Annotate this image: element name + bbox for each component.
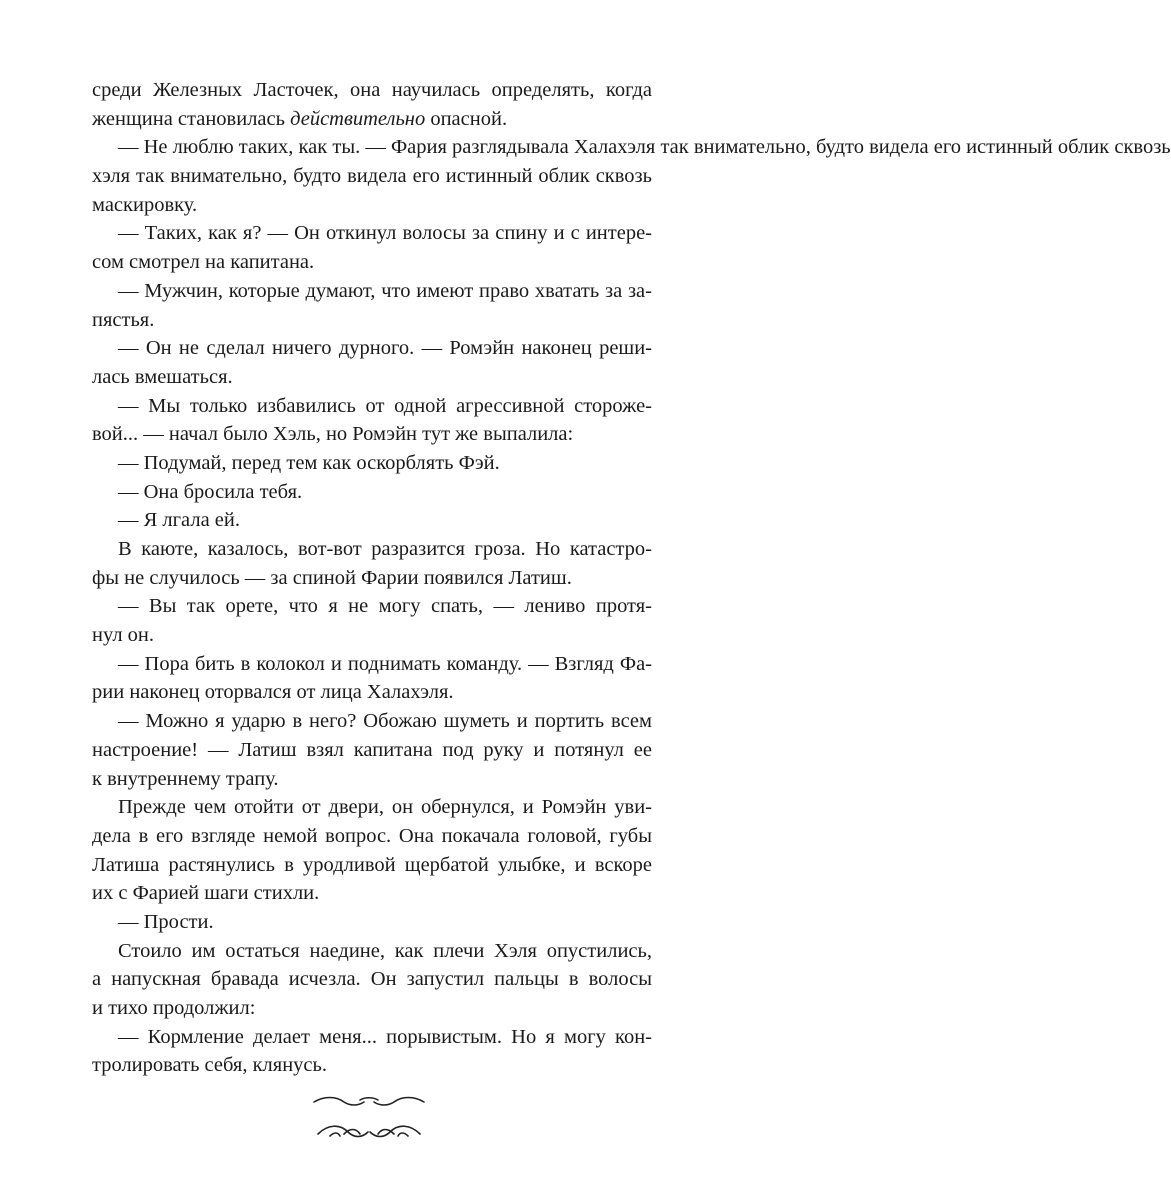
text-line: Прежде чем отойти от двери, он обернулся, и Ромэйн уви- bbox=[118, 796, 652, 819]
text-line: — Мужчин, которые думают, что имеют право хватать за за- bbox=[118, 279, 652, 302]
text-line: их с Фарией шаги стихли. bbox=[92, 882, 320, 905]
text-line: Стоило им остаться наедине, как плечи Хэля опустились, bbox=[118, 939, 652, 962]
text-line: — Не люблю таких, как ты. — Фария разглядывала Халахэля так внимательно, будто видела его истинный облик сквозь bbox=[118, 136, 1171, 159]
text-line: к внутреннему трапу. bbox=[92, 767, 279, 790]
text-line: и тихо продолжил: bbox=[92, 997, 256, 1019]
text-line: — Мы только избавились от одной агрессивной стороже- bbox=[118, 394, 652, 417]
text-line: тролировать себя, клянусь. bbox=[92, 1054, 328, 1077]
emphasis-text: действительно bbox=[290, 107, 426, 130]
text-line: — Подумай, перед тем как оскорблять Фэй. bbox=[118, 451, 500, 474]
text-line: хэля так внимательно, будто видела его истинный облик сквозь bbox=[92, 165, 652, 188]
text-line: — Он не сделал ничего дурного. — Ромэйн наконец реши- bbox=[118, 337, 652, 360]
text-line: вой... — начал было Хэль, но Ромэйн тут же выпалила: bbox=[92, 423, 574, 446]
text-line: В каюте, казалось, вот-вот разразится гроза. Но катастро- bbox=[118, 538, 652, 560]
text-line: — Вы так орете, что я не могу спать, — лениво протя- bbox=[118, 595, 652, 618]
text-line: нул он. bbox=[92, 624, 155, 647]
text-line: а напускная бравада исчезла. Он запустил пальцы в волосы bbox=[92, 968, 652, 991]
text-line: среди Железных Ласточек, она научилась определять, когда bbox=[92, 79, 652, 101]
text-line: лась вмешаться. bbox=[92, 365, 233, 388]
text-line: женщина становилась действительно опасной. bbox=[92, 107, 508, 130]
text-line: Латиша растянулись в уродливой щербатой улыбке, и вскоре bbox=[92, 853, 652, 876]
text-line: — Можно я ударю в него? Обожаю шуметь и портить всем bbox=[118, 710, 652, 733]
book-page-text bbox=[92, 76, 1171, 1080]
section-divider-ornament-icon bbox=[310, 1094, 428, 1142]
text-line: дела в его взгляде немой вопрос. Она покачала головой, губы bbox=[92, 824, 652, 847]
text-line: рии наконец оторвался от лица Халахэля. bbox=[92, 681, 454, 704]
text-line: сом смотрел на капитана. bbox=[92, 251, 315, 274]
text-line: — Прости. bbox=[118, 910, 214, 933]
text-line: пястья. bbox=[92, 308, 155, 331]
text-line: — Пора бить в колокол и поднимать команду. — Взгляд Фа- bbox=[118, 652, 652, 675]
text-line: — Она бросила тебя. bbox=[118, 480, 303, 503]
text-line: маскировку. bbox=[92, 193, 198, 216]
text-line: — Таких, как я? — Он откинул волосы за спину и с интере- bbox=[118, 222, 652, 245]
text-line: — Я лгала ей. bbox=[118, 509, 240, 532]
text-line: фы не случилось — за спиной Фарии появился Латиш. bbox=[92, 566, 572, 589]
text-line: — Кормление делает меня... порывистым. Но я могу кон- bbox=[118, 1025, 652, 1048]
text-line: настроение! — Латиш взял капитана под руку и потянул ее bbox=[92, 738, 652, 761]
